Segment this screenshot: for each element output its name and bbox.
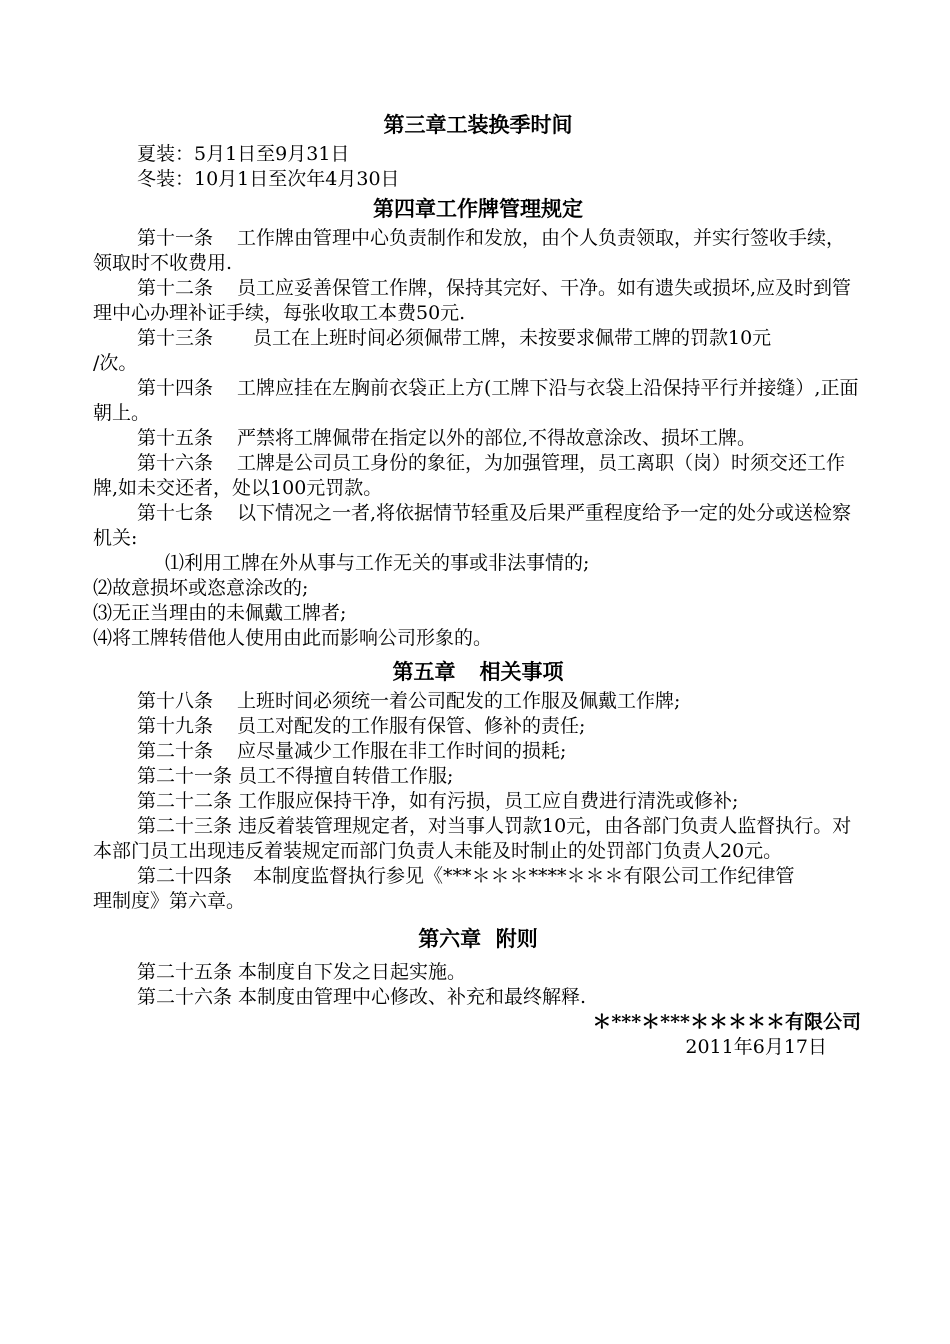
article-24-tail: 理制度》第六章。 [93, 890, 246, 912]
article-16-number: 第十六条 [137, 452, 214, 474]
article-13-number: 第十三条 [137, 327, 214, 349]
document-page [93, 108, 863, 1060]
article-11 [93, 226, 863, 276]
article-20-text: 应尽量减少工作服在非工作时间的损耗; [237, 740, 567, 762]
article-19-number: 第十九条 [137, 715, 214, 737]
article-22: 第二十二条 工作服应保持干净，如有污损，员工应自费进行清洗或修补; [137, 790, 739, 812]
chapter-5-title [93, 655, 863, 689]
article-21: 第二十一条 员工不得擅自转借工作服; [137, 765, 454, 787]
article-15-number: 第十五条 [137, 427, 214, 449]
chapter-3-title: 第三章工装换季时间 [383, 112, 573, 137]
article-18-number: 第十八条 [137, 690, 214, 712]
winter-period: 冬装：10月1日至次年4月30日 [137, 168, 400, 190]
article-25: 第二十五条 本制度自下发之日起实施。 [137, 961, 467, 983]
company-signature: ＊***＊***＊＊＊＊＊有限公司 [592, 1011, 861, 1033]
article-24 [93, 864, 863, 889]
article-12-number: 第十二条 [137, 277, 214, 299]
article-11-text: 工作牌由管理中心负责制作和发放，由个人负责领取，并实行签收手续，领取时不收费用. [93, 227, 846, 274]
summer-period: 夏装：5月1日至9月31日 [137, 143, 350, 165]
article-17-item-3: ⑶无正当理由的未佩戴工牌者; [93, 602, 347, 624]
article-23: 第二十三条 违反着装管理规定者，对当事人罚款10元，由各部门负责人监督执行。对本部门员工出现违反着装规定而部门负责人未能及时制止的处罚部门负责人20元。 [93, 815, 852, 862]
article-24-text: 本制度监督执行参见《***＊＊＊****＊＊＊有限公司工作纪律管 [253, 865, 795, 887]
article-12-text: 员工应妥善保管工作牌，保持其完好、干净。如有遗失或损坏,应及时到管理中心办理补证手续，每张收取工本费50元. [93, 277, 852, 324]
article-15-text: 严禁将工牌佩带在指定以外的部位,不得故意涂改、损坏工牌。 [237, 427, 757, 449]
article-19 [93, 714, 863, 739]
article-17-text: 以下情况之一者,将依据情节轻重及后果严重程度给予一定的处分或送检察机关: [93, 502, 852, 549]
article-17-number: 第十七条 [137, 502, 214, 524]
article-26: 第二十六条 本制度由管理中心修改、补充和最终解释. [137, 986, 587, 1008]
article-14-text: 工牌应挂在左胸前衣袋正上方(工牌下沿与衣袋上沿保持平行并接缝）,正面朝上。 [93, 377, 859, 424]
article-19-text: 员工对配发的工作服有保管、修补的责任; [237, 715, 586, 737]
article-20-number: 第二十条 [137, 740, 214, 762]
chapter-4-title: 第四章工作牌管理规定 [373, 196, 583, 221]
article-20 [93, 739, 863, 764]
chapter-6-title: 第六章 附则 [418, 926, 538, 951]
article-13-tail: /次。 [93, 352, 138, 374]
issue-date: 2011年6月17日 [685, 1036, 827, 1058]
article-24-number: 第二十四条 [137, 865, 233, 887]
article-15 [93, 426, 863, 451]
article-17-item-2: ⑵故意损坏或恣意涂改的; [93, 577, 309, 599]
article-18 [93, 689, 863, 714]
article-16 [93, 451, 863, 501]
article-17-item-4: ⑷将工牌转借他人使用由此而影响公司形象的。 [93, 627, 493, 649]
article-14 [93, 376, 863, 426]
article-14-number: 第十四条 [137, 377, 214, 399]
chapter-5-number: 第五章 [392, 659, 456, 684]
article-12 [93, 276, 863, 326]
article-16-text: 工牌是公司员工身份的象征，为加强管理，员工离职（岗）时须交还工作牌,如未交还者，处以100元罚款。 [93, 452, 846, 499]
chapter-5-name: 相关事项 [479, 659, 564, 684]
article-13-text: 员工在上班时间必须佩带工牌，未按要求佩带工牌的罚款10元 [253, 327, 772, 349]
article-18-text: 上班时间必须统一着公司配发的工作服及佩戴工作牌; [237, 690, 681, 712]
article-13 [93, 326, 863, 351]
article-11-number: 第十一条 [137, 227, 214, 249]
article-17-item-1: ⑴利用工牌在外从事与工作无关的事或非法事情的; [165, 552, 590, 574]
article-17 [93, 501, 863, 551]
